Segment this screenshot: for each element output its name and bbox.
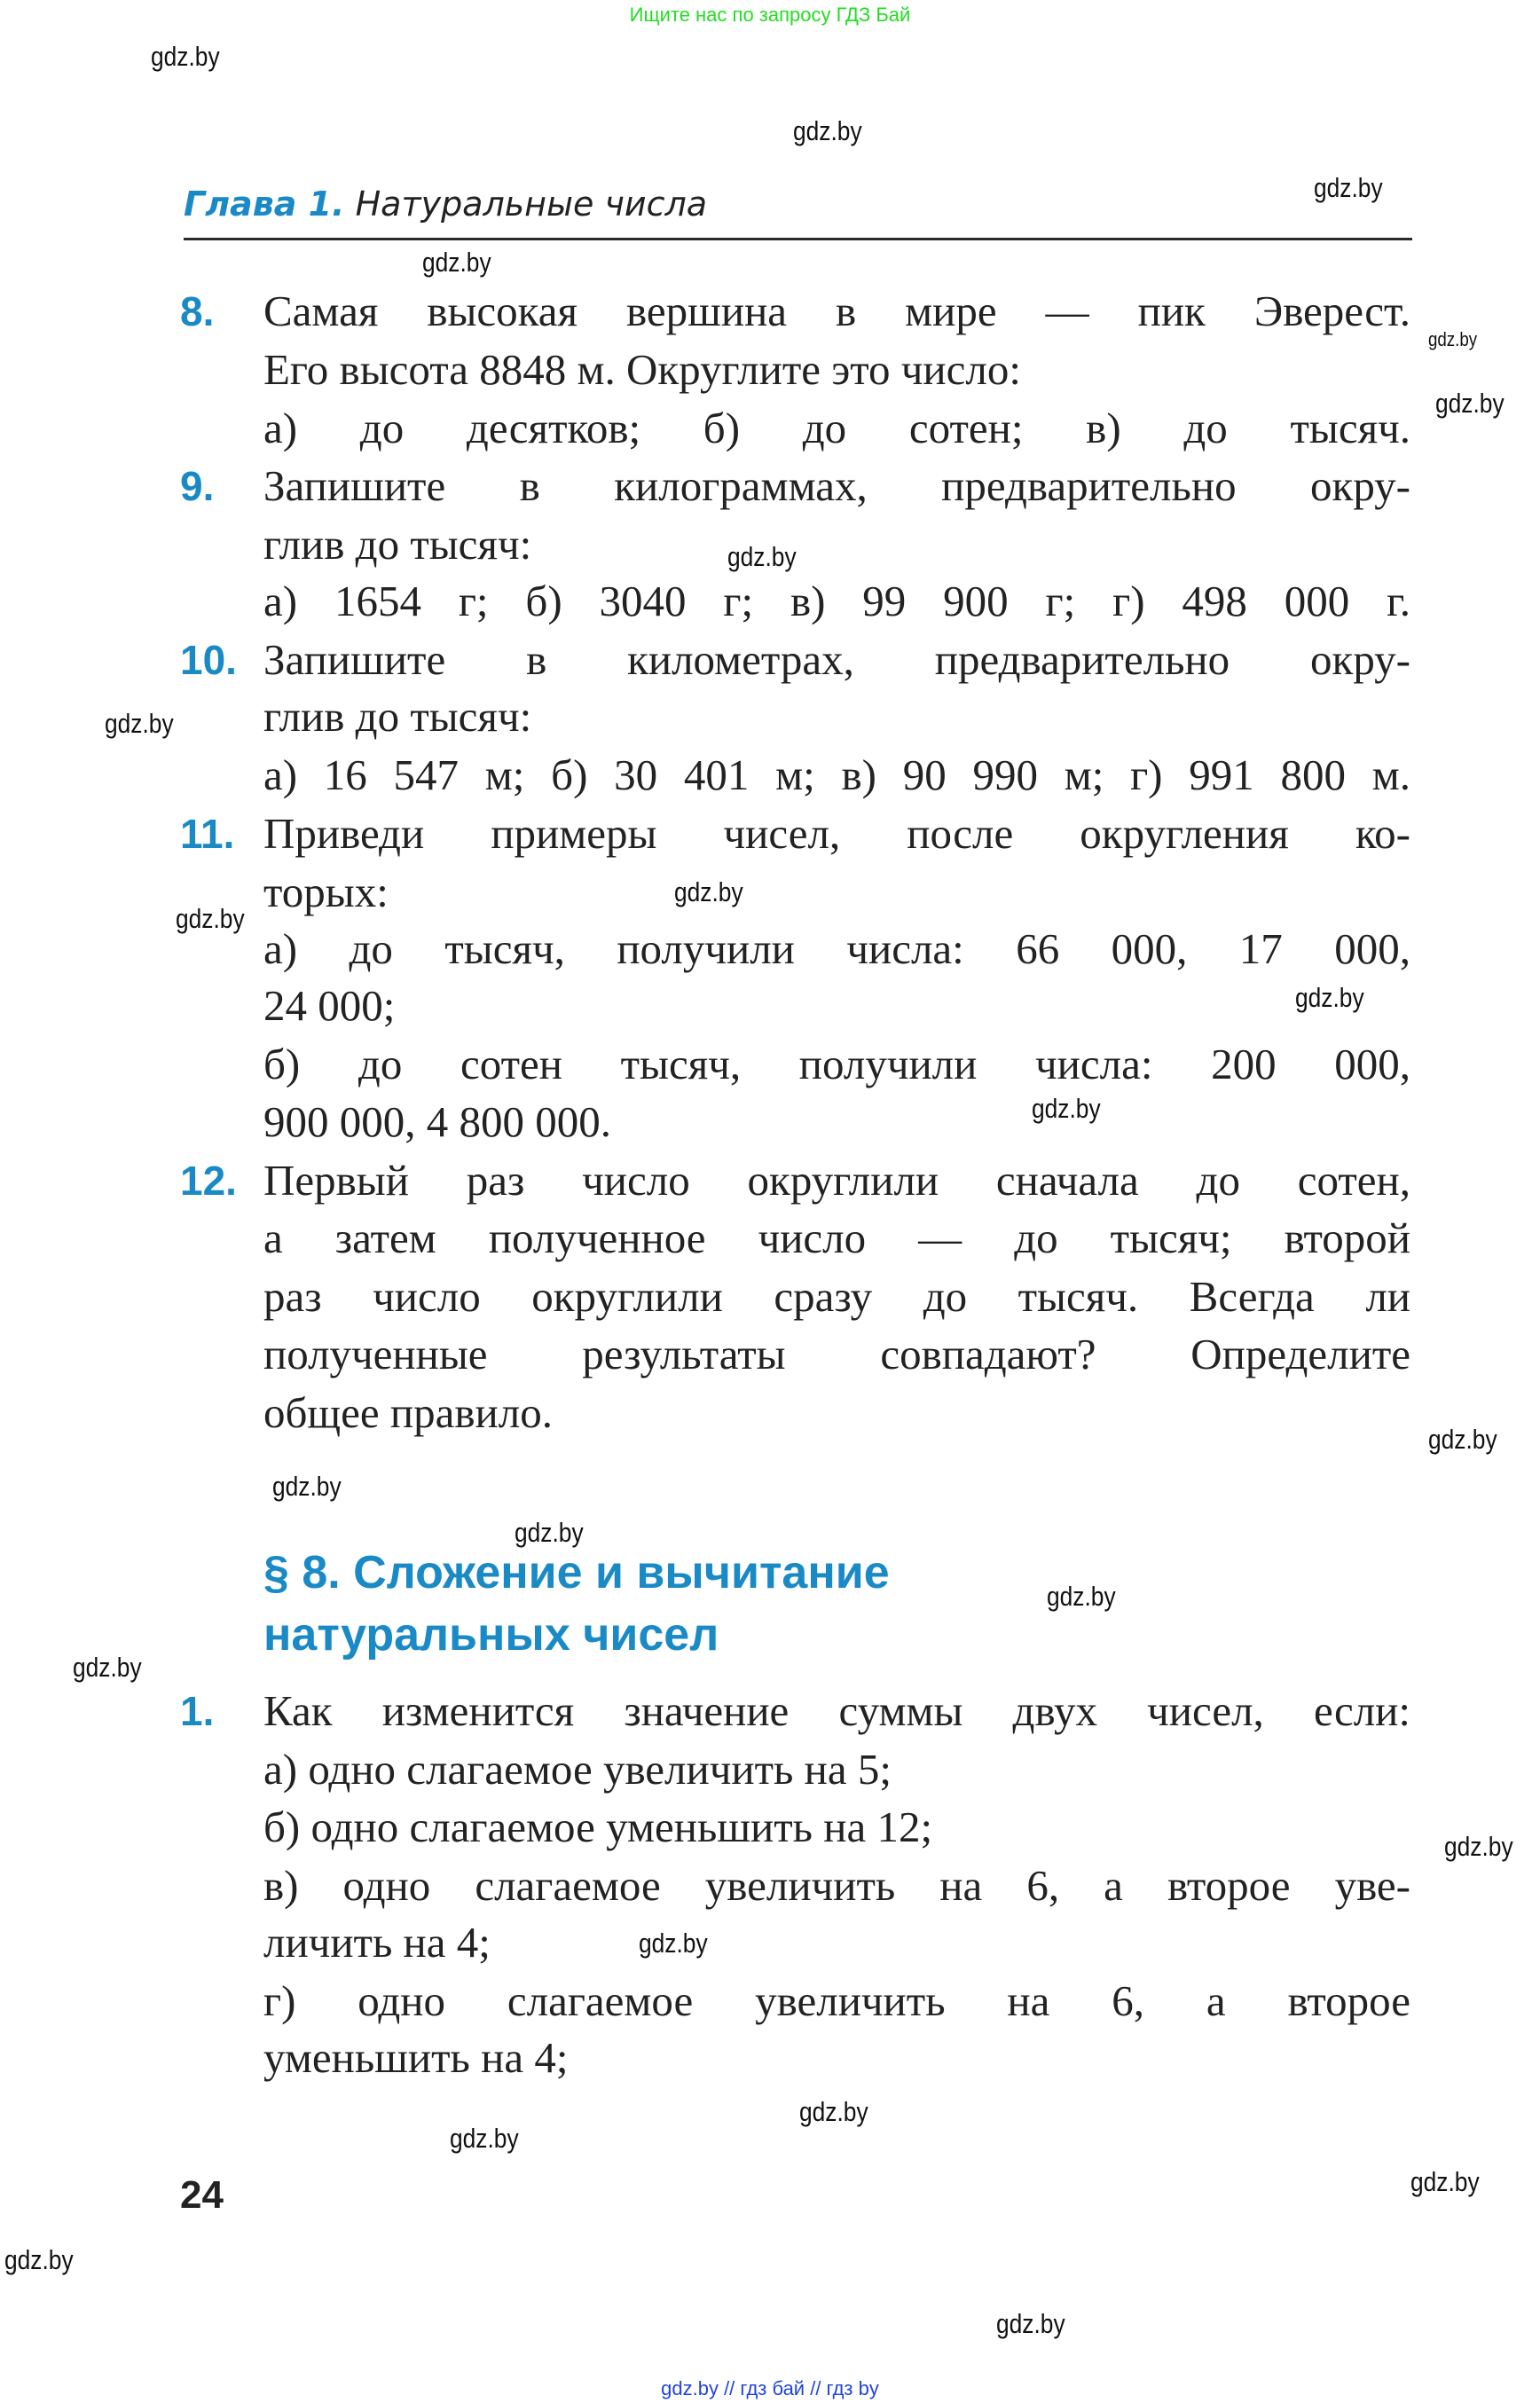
exercise-number: 10. (180, 636, 237, 683)
chapter-title: Натуральные числа (355, 185, 708, 224)
exercise-number: 9. (180, 462, 215, 509)
exercise-number: 11. (180, 810, 235, 857)
watermark-text: gdz.by (674, 876, 743, 907)
exercise-text-line: а) до десятков; б) до сотен; в) до тысяч. (263, 404, 1410, 453)
watermark-text: gdz.by (272, 1471, 342, 1502)
exercise-text-line: глив до тысяч: (263, 519, 532, 569)
watermark-text: gdz.by (151, 41, 220, 72)
exercise-text-line: Как изменится значение суммы двух чисел, если: (263, 1686, 1410, 1736)
exercise-number: 8. (180, 288, 215, 335)
watermark-text: gdz.by (639, 1928, 708, 1959)
watermark-text: gdz.by (450, 2123, 519, 2154)
exercise-text-line: раз число округлили сразу до тысяч. Всегда ли (263, 1272, 1410, 1322)
exercise-number: 1. (180, 1688, 215, 1735)
watermark-text: gdz.by (1444, 1831, 1513, 1862)
watermark-text: gdz.by (1295, 982, 1364, 1013)
exercise-text-line: Запишите в килограммах, предварительно окру- (263, 460, 1410, 510)
watermark-text: gdz.by (515, 1517, 584, 1548)
exercise-text-line: а затем полученное число — до тысяч; второй (263, 1213, 1410, 1263)
watermark-text: gdz.by (799, 2096, 868, 2127)
exercise-text-line: 24 000; (263, 981, 396, 1031)
watermark-text: gdz.by (1428, 328, 1478, 350)
watermark-text: gdz.by (176, 903, 245, 934)
page-number: 24 (180, 2173, 224, 2217)
watermark-text: gdz.by (4, 2244, 74, 2275)
exercise-text-line: 900 000, 4 800 000. (263, 1096, 611, 1146)
watermark-text: gdz.by (73, 1652, 142, 1683)
watermark-text: gdz.by (1435, 388, 1505, 419)
exercise-text-line: Запишите в километрах, предварительно окру- (263, 634, 1410, 684)
exercise-text-line: уменьшить на 4; (263, 2033, 569, 2083)
watermark-text: gdz.by (1047, 1581, 1116, 1612)
exercise-text-line: Приведи примеры чисел, после округления ко- (263, 808, 1410, 858)
exercise-text-line: Его высота 8848 м. Округлите это число: (263, 345, 1021, 395)
exercise-text-line: торых: (263, 867, 389, 916)
exercise-text-line: а) одно слагаемое увеличить на 5; (263, 1745, 892, 1794)
exercise-text-line: б) до сотен тысяч, получили числа: 200 000, (263, 1040, 1410, 1089)
watermark-text: gdz.by (1314, 172, 1383, 203)
section-title-line2: натуральных чисел (263, 1609, 719, 1661)
chapter-label: Глава 1. (184, 185, 345, 224)
exercise-text-line: полученные результаты совпадают? Определите (263, 1329, 1410, 1378)
exercise-text-line: г) одно слагаемое увеличить на 6, а второе (263, 1975, 1410, 2025)
section-title-line1: § 8. Сложение и вычитание (263, 1547, 890, 1598)
exercise-text-line: общее правило. (263, 1387, 553, 1437)
footer-links[interactable]: gdz.by // гдз бай // гдз by (661, 2377, 879, 2399)
exercise-text-line: Самая высокая вершина в мире — пик Эверест. (263, 287, 1410, 336)
exercise-text-line: в) одно слагаемое увеличить на 6, а второе уве- (263, 1860, 1410, 1910)
watermark-text: gdz.by (1428, 1424, 1497, 1455)
exercise-text-line: Первый раз число округлили сначала до сотен, (263, 1155, 1410, 1205)
watermark-text: gdz.by (1410, 2166, 1480, 2197)
exercise-text-line: личить на 4; (263, 1917, 491, 1967)
exercise-text-line: а) 16 547 м; б) 30 401 м; в) 90 990 м; г) 991 800 м. (263, 750, 1410, 799)
exercise-number: 12. (180, 1157, 237, 1204)
search-banner[interactable]: Ищите нас по запросу ГДЗ Бай (629, 4, 911, 26)
watermark-text: gdz.by (1032, 1093, 1101, 1124)
watermark-text: gdz.by (727, 541, 797, 572)
watermark-text: gdz.by (996, 2308, 1065, 2339)
exercise-text-line: а) 1654 г; б) 3040 г; в) 99 900 г; г) 498 000 г. (263, 576, 1410, 625)
exercise-text-line: глив до тысяч: (263, 691, 532, 741)
chapter-header (184, 186, 707, 224)
exercise-text-line: б) одно слагаемое уменьшить на 12; (263, 1802, 933, 1851)
watermark-text: gdz.by (105, 708, 174, 739)
watermark-text: gdz.by (793, 115, 862, 146)
exercise-text-line: а) до тысяч, получили числа: 66 000, 17 000, (263, 924, 1410, 974)
header-divider (184, 238, 1412, 240)
watermark-text: gdz.by (422, 247, 491, 278)
